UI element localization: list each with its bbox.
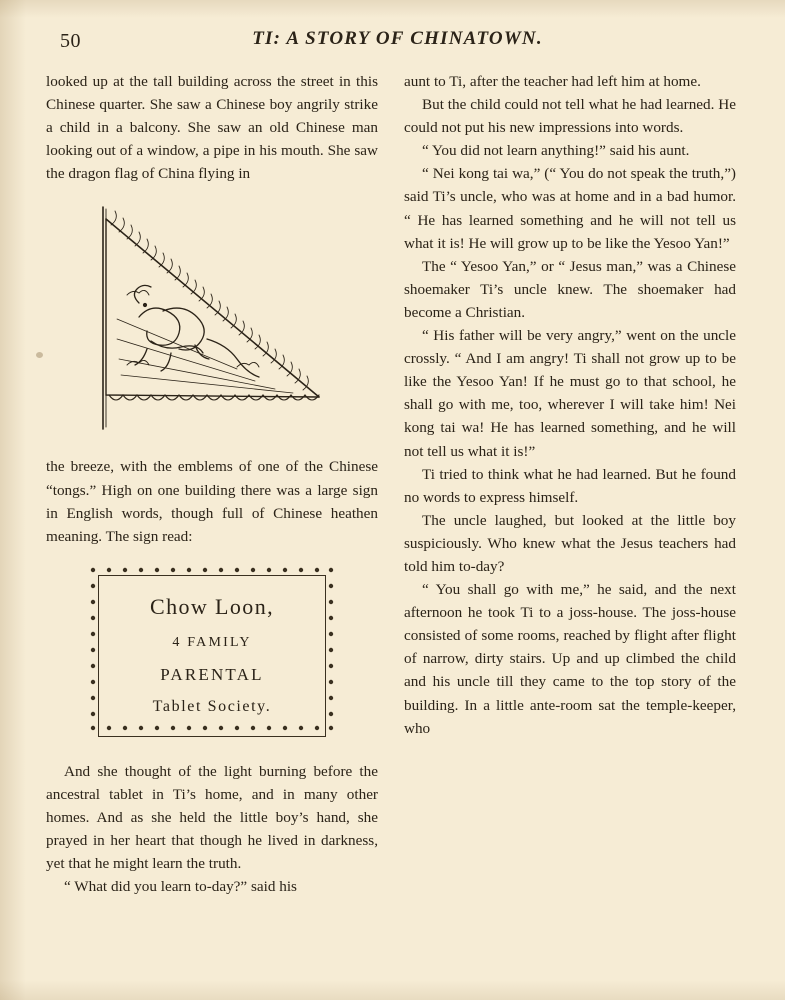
paragraph: “ You did not learn anything!” said his aunt. (422, 142, 690, 160)
paragraph: the breeze, with the emblems of one of the Chinese “tongs.” High on one building there was a large sign in English words, though full of Chinese heathen meaning. The sign read: (46, 458, 378, 545)
sign-line-4: Tablet Society. (152, 698, 272, 716)
paragraph: The uncle laughed, but looked at the little boy suspiciously. Who knew what the Jesus teachers had told him to-day? (404, 511, 736, 575)
paragraph: “ What did you learn to-day?” said his (64, 878, 297, 896)
paragraph: Ti tried to think what he had learned. But he found no words to express himself. (404, 465, 736, 506)
paragraph: The “ Yesoo Yan,” or “ Jesus man,” was a Chinese shoemaker Ti’s uncle knew. The shoemaker had become a Christian. (404, 257, 736, 321)
paragraph: looked up at the tall building across the street in this Chinese quarter. She saw a Chinese boy angrily strike a child in a balcony. She saw an old Chinese man looking out of a window, a pipe in his mouth. She saw the dragon flag of China flying in (46, 73, 378, 183)
page-edge-shading-left (0, 0, 26, 1000)
left-column (46, 70, 378, 898)
sign-line-2: 4 FAMILY (172, 635, 252, 651)
paragraph: But the child could not tell what he had learned. He could not put his new impressions into words. (404, 96, 736, 137)
page-header (46, 28, 739, 62)
paragraph: “ Nei kong tai wa,” (“ You do not speak the truth,”) said Ti’s uncle, who was at home and in a bad humor. “ He has learned something and he will not tell us what it is! He will grow up to be like the Yesoo Yan!” (404, 165, 736, 252)
dragon-flag-drawing (87, 199, 337, 439)
dragon-flag-illustration (46, 199, 378, 439)
paragraph: And she thought of the light burning before the ancestral tablet in Ti’s home, and in many other homes. And as she held the little boy’s hand, she prayed in her heart that though he lived in darkness, yet that he might learn the truth. (46, 762, 378, 873)
running-head: TI: A STORY OF CHINATOWN. (252, 28, 543, 49)
sign-line-3: PARENTAL (160, 664, 264, 684)
sign-line-1: Chow Loon, (150, 593, 274, 619)
page-number: 50 (60, 30, 81, 52)
paragraph: “ You shall go with me,” he said, and the next afternoon he took Ti to a joss-house. The joss-house consisted of some rooms, reached by flight after flight of narrow, dirty stairs. Up and up climbed the child and his uncle till they came to the top story of the building. In a little ante-room sat the temple-keeper, who (404, 581, 736, 737)
page-edge-shading-bottom (0, 980, 785, 1000)
right-column (404, 70, 736, 898)
paragraph: “ His father will be very angry,” went on the uncle crossly. “ And I am angry! Ti shall not grow up to be like the Yesoo Yan! If he must go to that school, he shall go with me, too, wherever I will take him! Nei kong tai wa! He has learned something, and he will not tell us what it is!” (404, 327, 736, 460)
page-edge-shading-top (0, 0, 785, 18)
chow-loon-sign (46, 566, 378, 746)
paper-speck (36, 352, 43, 358)
text-columns (46, 70, 739, 898)
paragraph: aunt to Ti, after the teacher had left him at home. (404, 73, 701, 90)
